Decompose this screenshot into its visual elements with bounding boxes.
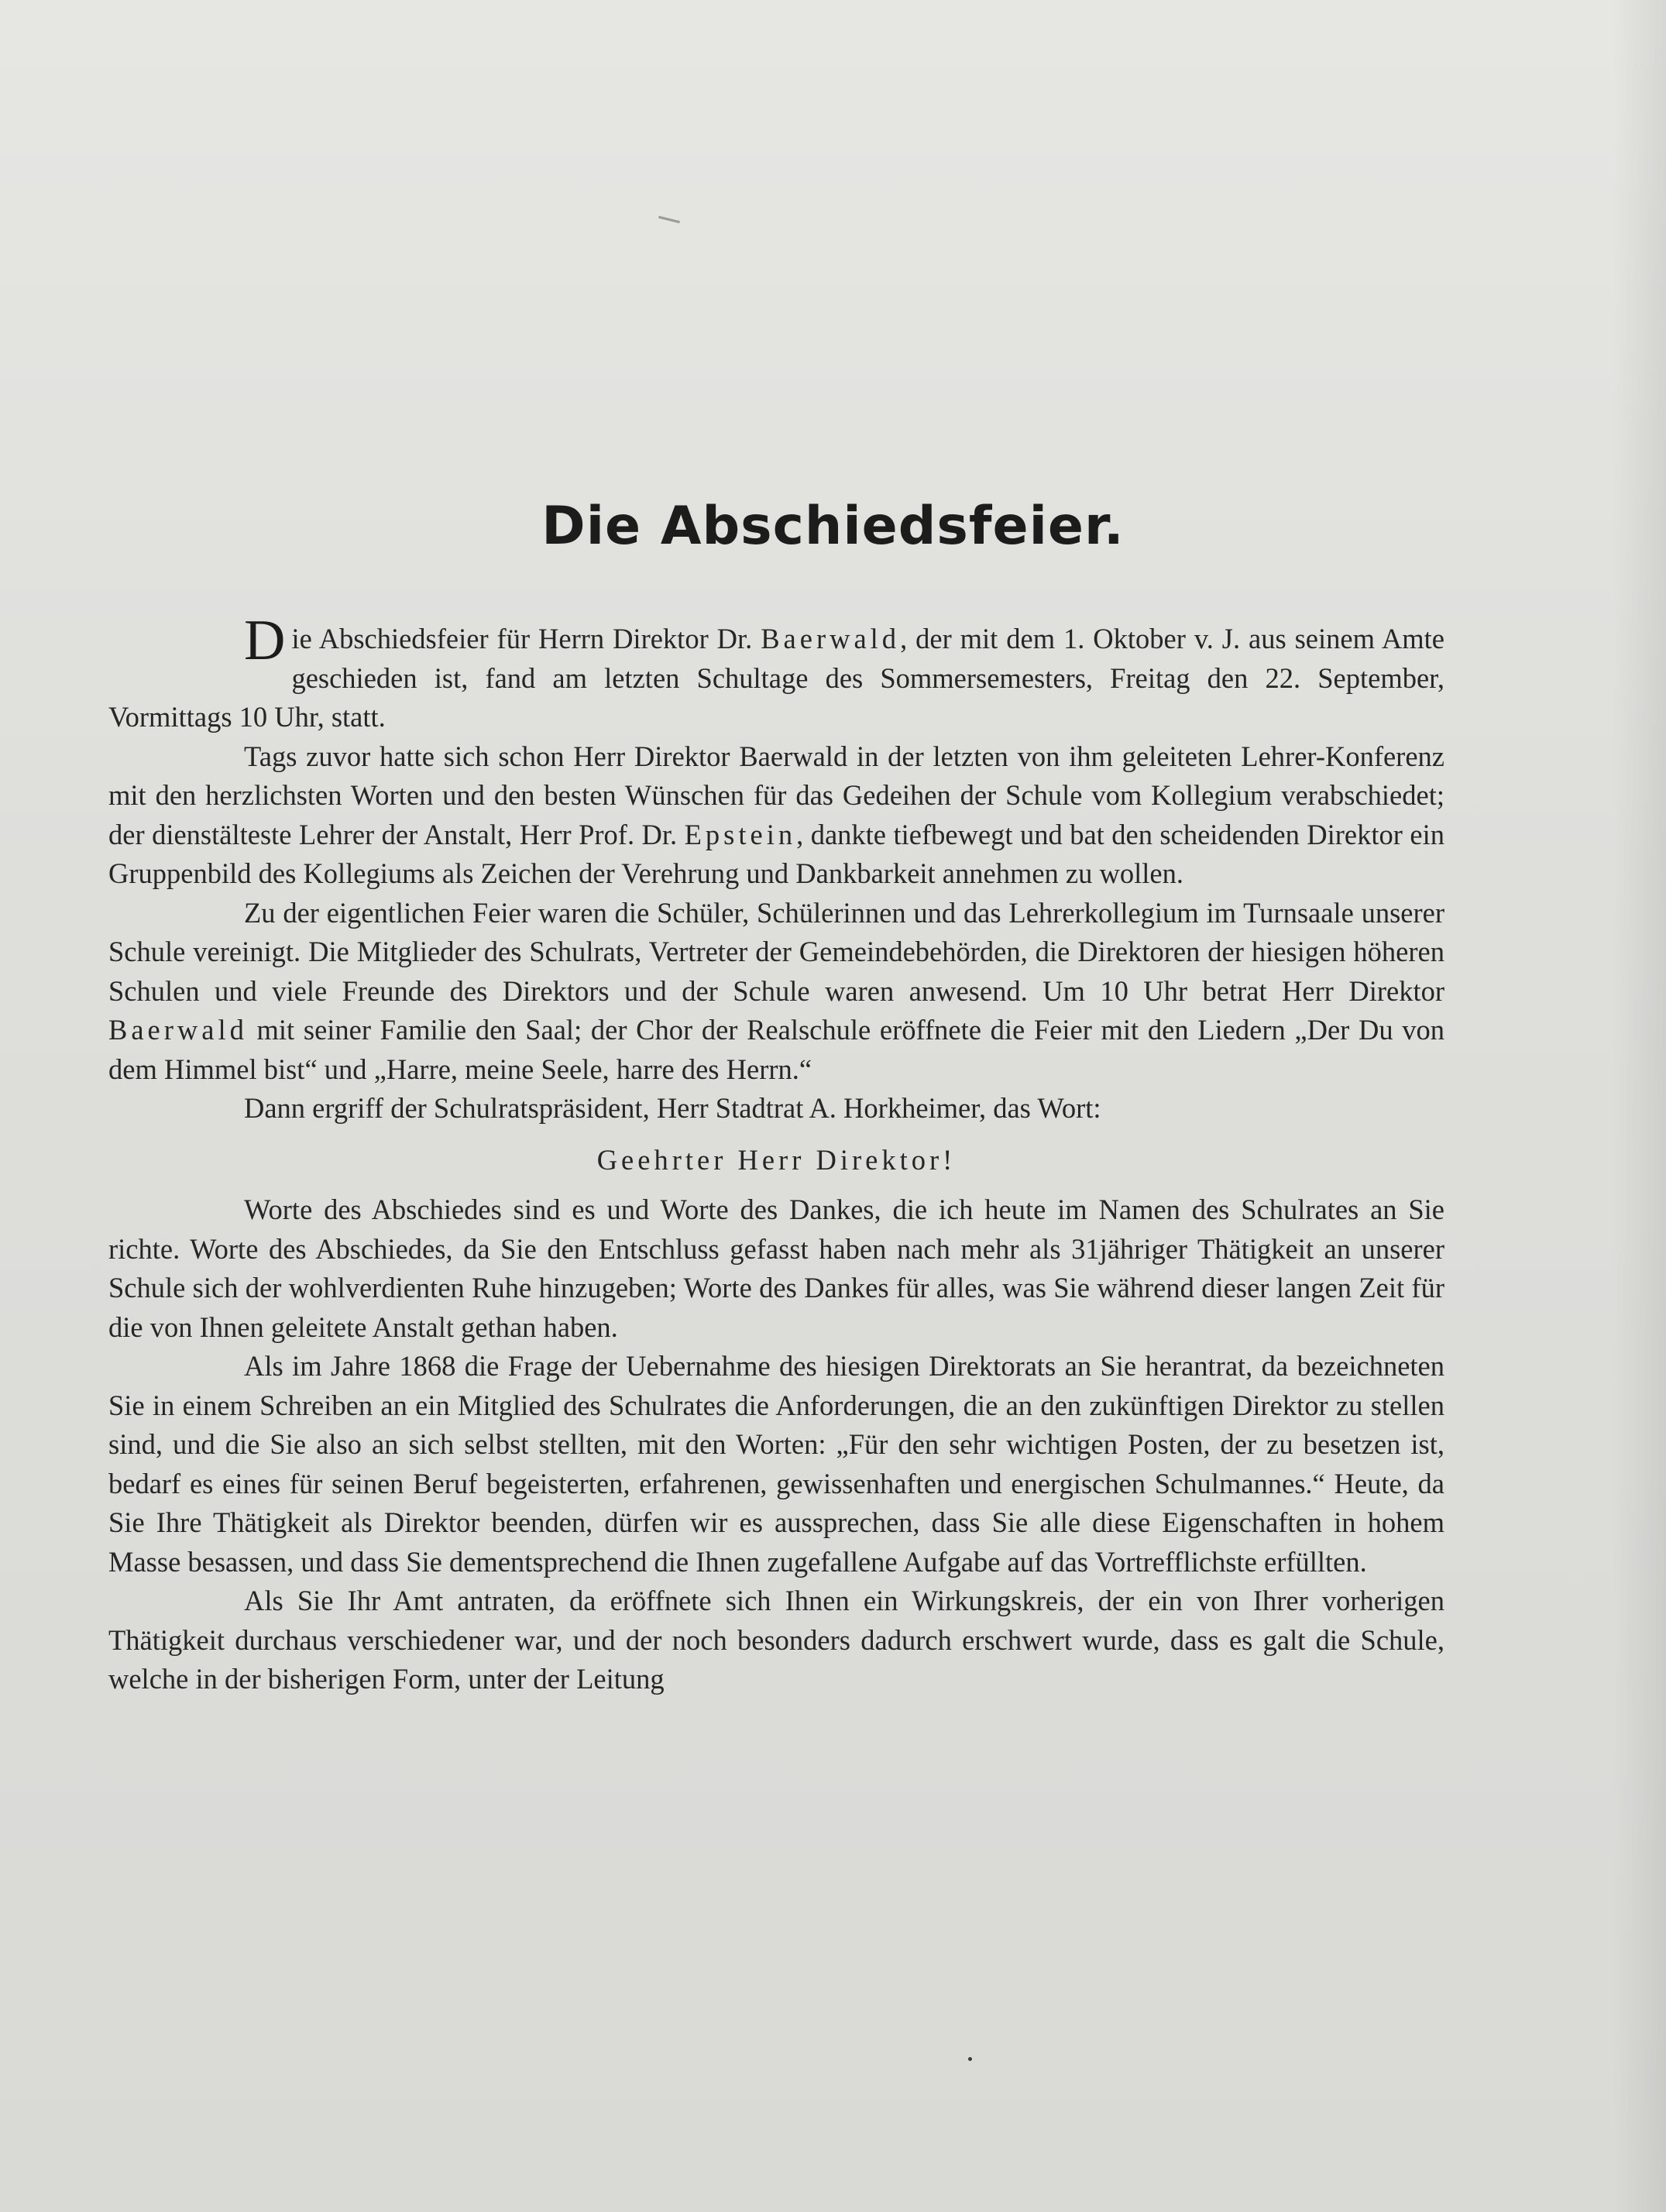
paragraph-3-part-1: Zu der eigentlichen Feier waren die Schüler, Schülerinnen und das Lehrerkollegium im Turnsaale unserer Schule vereinigt. Die Mitglieder des Schulrats, Vertreter der Gemeindebehörden, die Direktoren der hiesigen höheren Schulen und viele Freunde des Direktors und der Schule waren anwesend. Um 10 Uhr betrat Herr Direktor [108, 896, 1444, 1007]
paragraph-2-part-2: , dankte tiefbewegt und bat den scheidenden Direktor ein Gruppenbild des Kollegiums als Zeichen der Verehrung und Dankbarkeit annehmen zu wollen. [108, 818, 1444, 889]
body-text [108, 609, 1444, 1699]
stray-dot [968, 2057, 972, 2061]
paragraph-6: Als im Jahre 1868 die Frage der Uebernahme des hiesigen Direktorats an Sie herantrat, da bezeichneten Sie in einem Schreiben an ein Mitglied des Schulrates die Anforderungen, die an den zukünftigen Direktor zu stellen sind, und die Sie also an sich selbst stellten, mit den Worten: „Für den sehr wichtigen Posten, der zu besetzen ist, bedarf es eines für seinen Beruf begeisterten, erfahrenen, gewissenhaften und energischen Schulmannes.“ Heute, da Sie Ihre Thätigkeit als Direktor beenden, dürfen wir es aussprechen, dass Sie alle diese Eigenschaften in hohem Masse besassen, und dass Sie dementsprechend die Ihnen zugefallene Aufgabe auf das Vortrefflichste erfüllten. [108, 1350, 1444, 1578]
page-title: Die Abschiedsfeier. [541, 496, 1125, 557]
paragraph-2-part-1: Tags zuvor hatte sich schon Herr Direktor Baerwald in der letzten von ihm geleiteten Lehrer-Konferenz mit den herzlichsten Worten und den besten Wünschen für das Gedeihen der Schule vom Kollegium verabschiedet; der dienstälteste Lehrer der Anstalt, Herr Prof. Dr. [108, 740, 1444, 850]
paragraph-4: Dann ergriff der Schulratspräsident, Herr Stadtrat A. Horkheimer, das Wort: [244, 1092, 1101, 1124]
drop-cap: D [244, 609, 286, 672]
paragraph-3-part-2: mit seiner Familie den Saal; der Chor der Realschule eröffnete die Feier mit den Liedern „Der Du von dem Himmel bist“ und „Harre, meine Seele, harre des Herrn.“ [108, 1014, 1444, 1085]
name-epstein: Epstein [684, 818, 797, 850]
paragraph-1-part-2: , der mit dem 1. Oktober v. J. aus seinem Amte geschieden ist, fand am letzten Schultage des Sommersemesters, Freitag den 22. September, Vormittags 10 Uhr, statt. [108, 623, 1444, 733]
name-baerwald: Baerwald [761, 623, 901, 654]
page-edge-shadow [1612, 0, 1666, 2212]
paragraph-7: Als Sie Ihr Amt antraten, da eröffnete sich Ihnen ein Wirkungskreis, der ein von Ihrer vorherigen Thätigkeit durchaus verschiedener war, und der noch besonders dadurch erschwert wurde, dass es galt die Schule, welche in der bisherigen Form, unter der Leitung [108, 1585, 1444, 1695]
stray-mark [658, 216, 680, 224]
paragraph-3 [108, 894, 1444, 1090]
paragraph-5: Worte des Abschiedes sind es und Worte des Dankes, die ich heute im Namen des Schulrates an Sie richte. Worte des Abschiedes, da Sie den Entschluss gefasst haben nach mehr als 31jähriger Thätigkeit an unserer Schule sich der wohlverdienten Ruhe hinzugeben; Worte des Dankes für alles, was Sie während dieser langen Zeit für die von Ihnen geleitete Anstalt gethan haben. [108, 1194, 1444, 1343]
paragraph-1 [108, 609, 1444, 737]
paragraph-1-part-1: ie Abschiedsfeier für Herrn Direktor Dr. [291, 623, 761, 654]
salutation: Geehrter Herr Direktor! [596, 1143, 957, 1176]
paragraph-2 [108, 737, 1444, 894]
name-baerwald-2: Baerwald [108, 1014, 248, 1046]
